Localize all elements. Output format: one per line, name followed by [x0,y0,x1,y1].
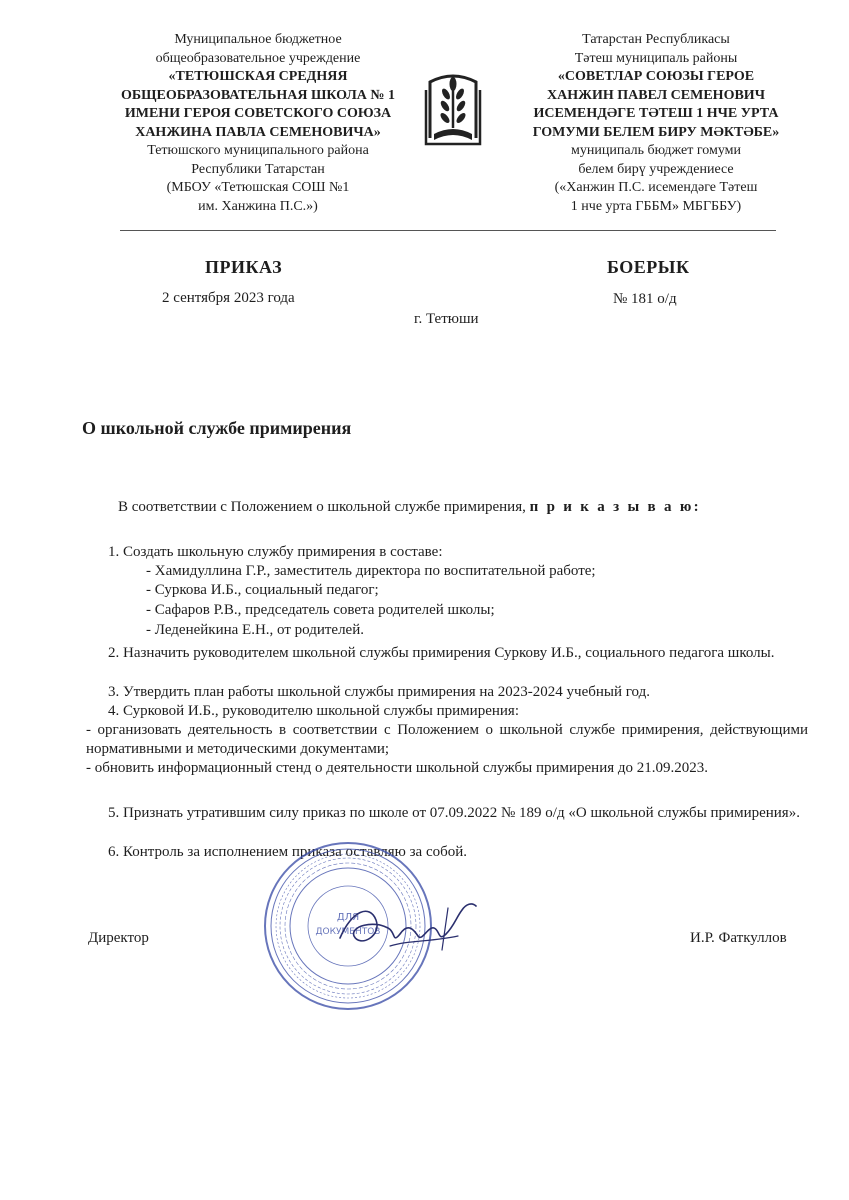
header-right-line: ГОМУМИ БЕЛЕМ БИРУ МӘКТӘБЕ» [532,124,780,140]
order-subject: О школьной службе примирения [82,418,352,438]
header-right-line: 1 нче урта ГББМ» МБГББУ) [570,198,742,214]
header-right-line: белем бирү учреждениесе [578,161,734,177]
director-signature [330,890,480,960]
header-right-line: Татарстан Республикасы [582,32,730,47]
header-left-line: ИМЕНИ ГЕРОЯ СОВЕТСКОГО СОЮЗА [124,106,392,121]
header-left-line: общеобразовательное учреждение [155,50,361,66]
member-item: - Леденейкина Е.Н., от родителей. [146,622,364,638]
order-number: № 181 о/д [613,291,677,307]
school-emblem-icon [422,68,484,148]
header-right-line: «СОВЕТЛАР СОЮЗЫ ГЕРОЕ [557,69,755,84]
header-left-line: Республики Татарстан [191,161,325,177]
item-6: 6. Контроль за исполнением приказа оставляю за собой. [108,844,468,860]
order-intro [118,499,701,516]
order-title-tt: БОЕРЫК [607,257,690,277]
header-left-block [100,31,416,216]
header-divider [120,230,776,231]
item-4-sub-a: - организовать деятельность в соответствии с Положением о школьной службе примирения, действующими нормативными и методическими документами; [86,722,808,757]
order-date: 2 сентября 2023 года [162,290,295,306]
item-5: 5. Признать утратившим силу приказ по школе от 07.09.2022 № 189 о/д «О школьной службы примирения». [108,805,800,821]
item-1: 1. Создать школьную службу примирения в составе: [108,544,443,560]
header-right-line: ХАНЖИН ПАВЕЛ СЕМЕНОВИЧ [547,87,765,103]
header-left-line: (МБОУ «Тетюшская СОШ №1 [166,180,350,195]
member-item: - Суркова И.Б., социальный педагог; [146,582,379,598]
header-right-line: ИСЕМЕНДӘГЕ ТӘТЕШ 1 НЧЕ УРТА [533,106,779,121]
item-3: 3. Утвердить план работы школьной службы примирения на 2023-2024 учебный год. [108,684,650,700]
member-item: - Хамидуллина Г.Р., заместитель директора по воспитательной работе; [146,563,596,579]
item-4-sub-b: - обновить информационный стенд о деятельности школьной службы примирения до 21.09.2023. [86,760,709,776]
signature-name: И.Р. Фаткуллов [690,930,787,946]
intro-command: п р и к а з ы в а ю: [529,499,701,515]
member-item: - Сафаров Р.В., председатель совета родителей школы; [146,602,495,618]
header-left-line: ОБЩЕОБРАЗОВАТЕЛЬНАЯ ШКОЛА № 1 [121,87,395,103]
header-left-line: «ТЕТЮШСКАЯ СРЕДНЯЯ [168,69,348,84]
header-right-block [498,31,814,216]
header-left-line: Муниципальное бюджетное [174,32,342,47]
header-right-line: муниципаль бюджет гомуми [571,143,741,158]
intro-text: В соответствии с Положением о школьной службе примирения, [118,499,526,515]
signature-position: Директор [88,930,149,946]
stamp-center-text-2: ДОКУМЕНТОВ [315,927,381,937]
order-city: г. Тетюши [414,311,479,327]
stamp-center-text-1: ДЛЯ [336,912,360,923]
header-right-line: Тәтеш муниципаль районы [574,50,738,66]
header-left-line: им. Ханжина П.С.») [198,198,318,214]
header-right-line: («Ханжин П.С. исемендәге Тәтеш [554,180,758,195]
order-title-ru: ПРИКАЗ [205,257,283,277]
item-2: 2. Назначить руководителем школьной службы примирения Суркову И.Б., социального педагога школы. [108,645,775,661]
header-left-line: Тетюшского муниципального района [147,143,369,158]
header-left-line: ХАНЖИНА ПАВЛА СЕМЕНОВИЧА» [135,124,381,140]
item-4: 4. Сурковой И.Б., руководителю школьной службы примирения: [108,703,519,719]
